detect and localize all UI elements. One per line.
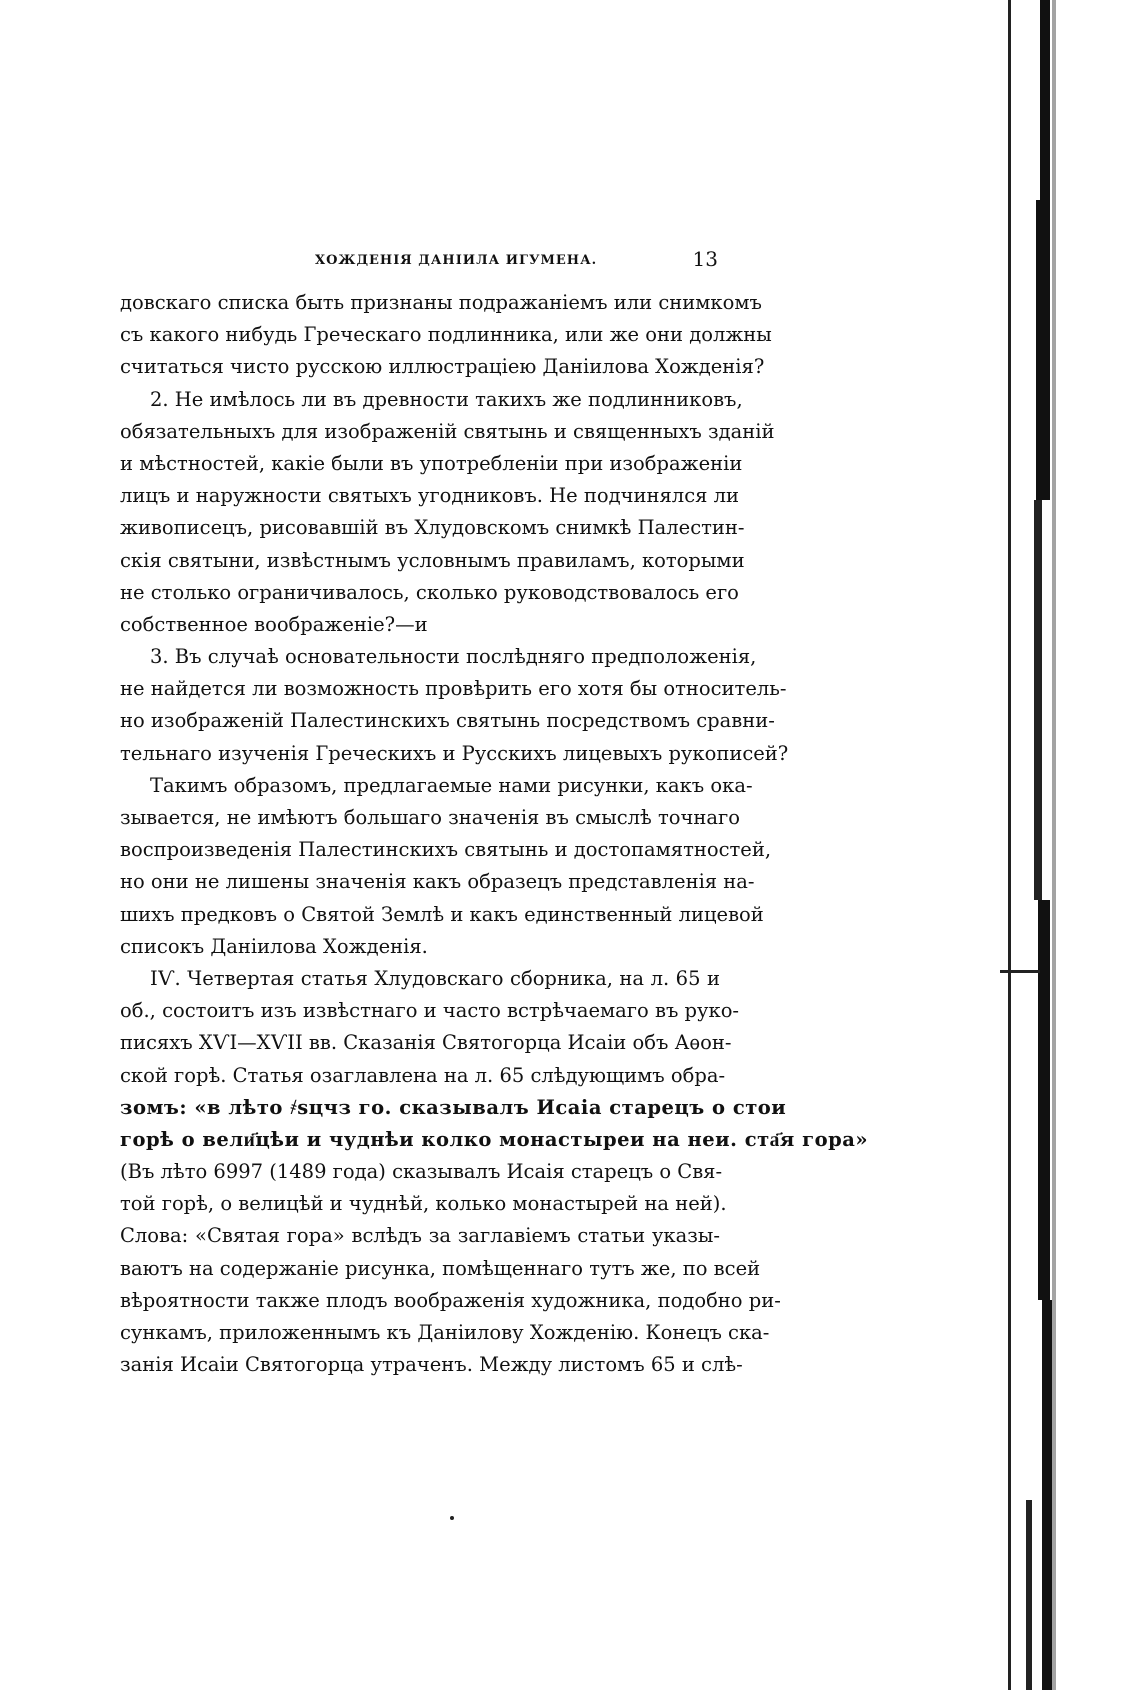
page-header [120, 247, 720, 277]
running-title: ХОЖДЕНІЯ ДАНІИЛА ИГУМЕНА. [315, 253, 598, 268]
text-line: об., состоитъ изъ извѣстнаго и часто встрѣчаемаго въ руко- [120, 999, 740, 1023]
text-line: Слова: «Святая гора» вслѣдъ за заглавіемъ статьи указы- [120, 1224, 720, 1248]
binding-edge-shadow [1000, 0, 1140, 1690]
text-line-church-slavonic: зомъ: «в лѣто ҂sцчз го. сказывалъ Исаіа старецъ о стои [120, 1095, 787, 1119]
page-number: 13 [692, 247, 718, 271]
text-line: зывается, не имѣютъ большаго значенія въ смыслѣ точнаго [120, 806, 741, 829]
text-line: ваютъ на содержаніе рисунка, помѣщеннаго тутъ же, по всей [120, 1256, 761, 1280]
text-line: воспроизведенія Палестинскихъ святынь и достопамятностей, [120, 838, 772, 862]
text-line: собственное воображеніе?—и [120, 612, 428, 636]
text-line: скія святыни, извѣстнымъ условнымъ правиламъ, которыми [120, 548, 745, 572]
ink-speck [450, 1516, 454, 1520]
text-line: не столько ограничивалось, сколько руководствовалось его [120, 580, 739, 604]
text-line: (Въ лѣто 6997 (1489 года) сказывалъ Исаія старецъ о Свя- [120, 1160, 723, 1184]
text-line: писяхъ XѴI—XѴII вв. Сказанія Святогорца Исаіи объ Аѳон- [120, 1031, 732, 1055]
text-line: обязательныхъ для изображеній святынь и священныхъ зданій [120, 419, 775, 443]
text-line: довскаго списка быть признаны подражаніемъ или снимкомъ [120, 291, 762, 314]
text-line: IѴ. Четвертая статья Хлудовскаго сборника, на л. 65 и [150, 966, 720, 990]
text-line: но они не лишены значенія какъ образецъ представленія на- [120, 870, 755, 894]
text-line-church-slavonic: горѣ о вели҃цѣи и чуднѣи колко монастыреи на неи. ста҃я гора» [120, 1127, 869, 1151]
text-line: вѣроятности также плодъ воображенія художника, подобно ри- [120, 1288, 781, 1312]
text-line: не найдется ли возможность провѣрить его хотя бы относитель- [120, 677, 787, 701]
text-line: ской горѣ. Статья озаглавлена на л. 65 слѣдующимъ обра- [120, 1063, 726, 1087]
text-line: лицъ и наружности святыхъ угодниковъ. Не подчинялся ли [120, 484, 740, 508]
text-line: занія Исаіи Святогорца утраченъ. Между листомъ 65 и слѣ- [120, 1353, 743, 1377]
body-text [120, 287, 869, 1381]
text-line: съ какого нибудь Греческаго подлинника, или же они должны [120, 323, 772, 347]
text-line: списокъ Даніилова Хожденія. [120, 934, 428, 958]
text-line: Такимъ образомъ, предлагаемые нами рисунки, какъ ока- [150, 773, 753, 797]
text-line: шихъ предковъ о Святой Землѣ и какъ единственный лицевой [120, 902, 764, 926]
text-line: сункамъ, приложеннымъ къ Даніилову Хожденію. Конецъ ска- [120, 1321, 770, 1344]
text-line: живописецъ, рисовавшій въ Хлудовскомъ снимкѣ Палестин- [120, 516, 745, 540]
text-line: и мѣстностей, какіе были въ употребленіи при изображеніи [120, 451, 743, 475]
text-line: тельнаго изученія Греческихъ и Русскихъ лицевыхъ рукописей? [120, 741, 789, 765]
text-line: 3. Въ случаѣ основательности послѣдняго предположенія, [150, 645, 757, 669]
text-line: той горѣ, о велицѣй и чуднѣй, колько монастырей на ней). [120, 1192, 727, 1216]
text-line: но изображеній Палестинскихъ святынь посредствомъ сравни- [120, 709, 775, 733]
text-line: считаться чисто русскою иллюстраціею Даніилова Хожденія? [120, 355, 765, 379]
text-line: 2. Не имѣлось ли въ древности такихъ же подлинниковъ, [150, 387, 743, 411]
